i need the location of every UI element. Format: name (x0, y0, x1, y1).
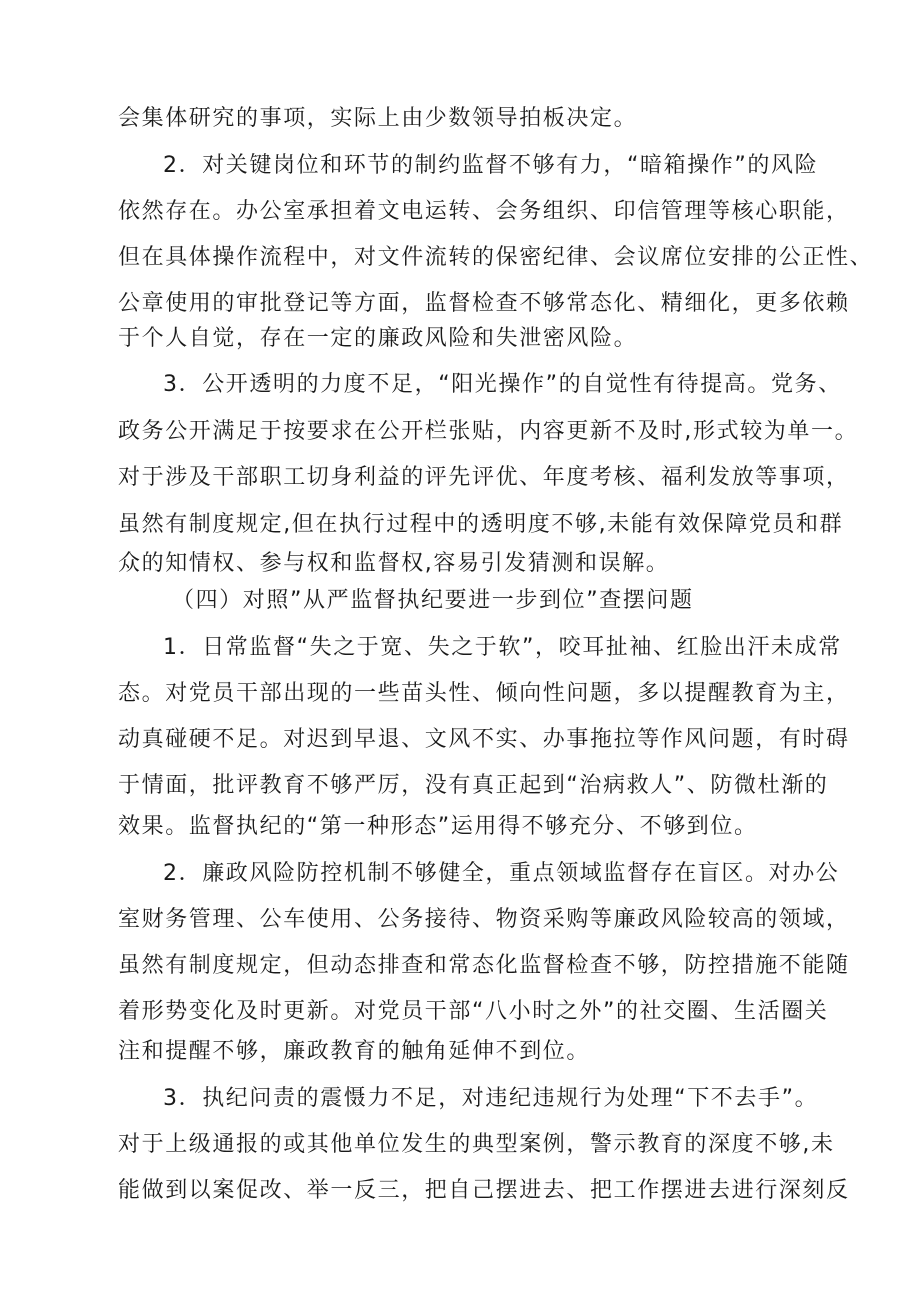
text-line: 于情面，批评教育不够严厉，没有真正起到“治病救人”、防微杜渐的 (118, 773, 829, 798)
text-line: 对于上级通报的或其他单位发生的典型案例，警示教育的深度不够,未 (118, 1132, 835, 1157)
text-line: 公章使用的审批登记等方面，监督检查不够常态化、精细化，更多依赖 (118, 291, 850, 316)
text-line: 虽然有制度规定，但动态排查和常态化监督检查不够，防控措施不能随 (118, 953, 850, 978)
text-line: 3．执纪问责的震慑力不足，对违纪违规行为处理“下不去手”。 (163, 1086, 819, 1111)
text-line: 虽然有制度规定,但在执行过程中的透明度不够,未能有效保障党员和群 (118, 512, 844, 537)
section-heading: （四）对照”从严监督执纪要进一步到位”查摆问题 (172, 588, 694, 613)
text-line: 2．廉政风险防控机制不够健全，重点领域监督存在盲区。对办公 (163, 861, 840, 886)
text-line: 政务公开满足于按要求在公开栏张贴，内容更新不及时,形式较为单一。 (118, 419, 859, 444)
text-line: 对于涉及干部职工切身利益的评先评优、年度考核、福利发放等事项， (118, 465, 850, 490)
text-line: 注和提醒不够，廉政教育的触角延伸不到位。 (118, 1039, 591, 1064)
text-line: 众的知情权、参与权和监督权,容易引发猜测和误解。 (118, 551, 670, 576)
text-line: 会集体研究的事项，实际上由少数领导拍板决定。 (118, 106, 638, 131)
text-line: 但在具体操作流程中，对文件流转的保密纪律、会议席位安排的公正性、 (118, 245, 874, 270)
text-line: 3．公开透明的力度不足，“阳光操作”的自觉性有待提高。党务、 (163, 372, 842, 397)
text-line: 于个人自觉，存在一定的廉政风险和失泄密风险。 (118, 326, 638, 351)
text-line: 室财务管理、公车使用、公务接待、物资采购等廉政风险较高的领域， (118, 907, 850, 932)
text-line: 态。对党员干部出现的一些苗头性、倾向性问题，多以提醒教育为主， (118, 681, 850, 706)
text-line: 能做到以案促改、举一反三，把自己摆进去、把工作摆进去进行深刻反 (118, 1178, 850, 1203)
text-line: 着形势变化及时更新。对党员干部“八小时之外”的社交圈、生活圈关 (118, 999, 829, 1024)
text-line: 依然存在。办公室承担着文电运转、会务组织、印信管理等核心职能， (118, 199, 850, 224)
text-line: 动真碰硬不足。对迟到早退、文风不实、办事拖拉等作风问题，有时碍 (118, 727, 850, 752)
text-line: 效果。监督执纪的“第一种形态”运用得不够充分、不够到位。 (118, 814, 758, 839)
text-line: 1．日常监督“失之于宽、失之于软”，咬耳扯袖、红脸出汗未成常 (163, 635, 842, 660)
text-line: 2．对关键岗位和环节的制约监督不够有力，“暗箱操作”的风险 (163, 153, 819, 178)
